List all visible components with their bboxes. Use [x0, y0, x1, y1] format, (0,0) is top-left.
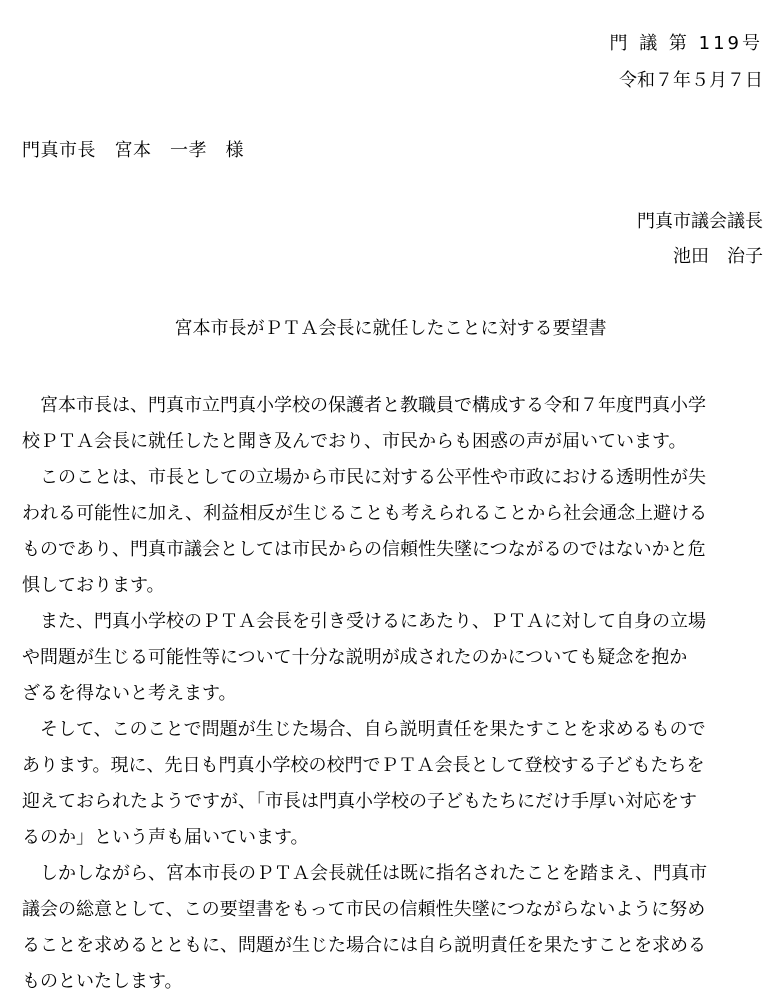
body-line: 迎えておられたようですが、「市長は門真小学校の子どもたちにだけ手厚い対応をす	[22, 791, 697, 812]
body-line: 惧しております。	[22, 575, 165, 596]
body-line: ものであり、門真市議会としては市民からの信頼性失墜につながるのではないかと危	[22, 539, 706, 560]
addressee: 門真市長 宮本 一孝 様	[22, 140, 244, 161]
body-line: ものといたします。	[22, 971, 183, 992]
document-body	[22, 388, 762, 1000]
document-date: 令和７年５月７日	[619, 70, 763, 91]
body-line: しかしながら、宮本市長のＰＴＡ会長就任は既に指名されたことを踏まえ、門真市	[22, 863, 708, 884]
body-line: るのか」という声も届いています。	[22, 827, 309, 848]
body-line: 宮本市長は、門真市立門真小学校の保護者と教職員で構成する令和７年度門真小学	[22, 395, 706, 416]
sender-organization: 門真市議会議長	[637, 211, 763, 232]
body-line: また、門真小学校のＰＴＡ会長を引き受けるにあたり、ＰＴＡに対して自身の立場	[22, 611, 706, 632]
body-line: ることを求めるとともに、問題が生じた場合には自ら説明責任を果たすことを求める	[22, 935, 706, 956]
body-line: 校ＰＴＡ会長に就任したと聞き及んでおり、市民からも困惑の声が届いています。	[22, 431, 687, 452]
body-line: そして、このことで問題が生じた場合、自ら説明責任を果たすことを求めるもので	[22, 719, 706, 740]
document-title: 宮本市長がＰＴＡ会長に就任したことに対する要望書	[174, 318, 607, 339]
body-line: あります。現に、先日も門真小学校の校門でＰＴＡ会長として登校する子どもたちを	[22, 755, 705, 776]
body-line: われる可能性に加え、利益相反が生じることも考えられることから社会通念上避ける	[22, 503, 708, 524]
body-line: や問題が生じる可能性等について十分な説明が成されたのかについても疑念を抱か	[22, 647, 688, 668]
body-line: 議会の総意として、この要望書をもって市民の信頼性失墜につながらないように努め	[22, 899, 706, 920]
document-number: 門 議 第 119号	[609, 33, 763, 54]
body-line: このことは、市長としての立場から市民に対する公平性や市政における透明性が失	[22, 467, 706, 488]
sender-name: 池田 治子	[673, 246, 763, 267]
body-line: ざるを得ないと考えます。	[22, 683, 237, 704]
